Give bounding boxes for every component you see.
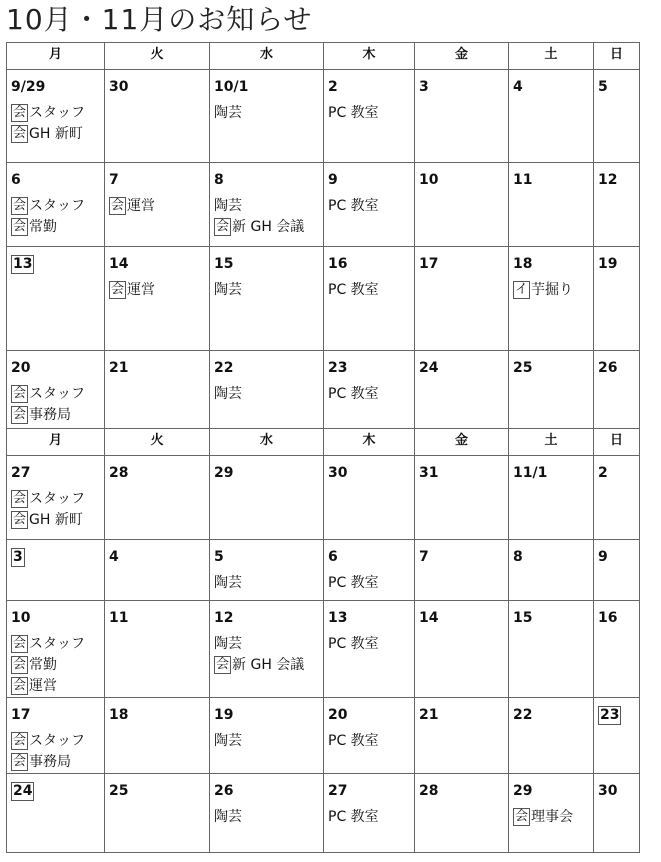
day-cell bbox=[105, 774, 210, 853]
day-date: 21 bbox=[419, 707, 439, 723]
day-cell bbox=[509, 247, 594, 351]
event-list bbox=[11, 103, 104, 145]
event-text: 運営 bbox=[127, 282, 156, 298]
event-list bbox=[214, 103, 323, 124]
day-date: 18 bbox=[109, 707, 129, 723]
day-cell bbox=[415, 601, 509, 698]
event-list bbox=[11, 384, 104, 426]
event-tag: 会 bbox=[13, 198, 27, 213]
day-date: 9 bbox=[328, 172, 338, 188]
event-text: PC 教室 bbox=[328, 282, 379, 298]
event-item bbox=[214, 196, 323, 217]
event-list bbox=[109, 196, 209, 217]
event-tag: 会 bbox=[111, 282, 125, 297]
event-text: スタッフ bbox=[29, 198, 86, 214]
weekday-header-row bbox=[7, 43, 640, 70]
day-date: 17 bbox=[419, 256, 439, 272]
day-date: 2 bbox=[598, 465, 608, 481]
event-tag: 会 bbox=[13, 105, 27, 120]
page-title: 10月・11月のお知らせ bbox=[6, 3, 313, 36]
day-date: 24 bbox=[419, 360, 439, 376]
event-list bbox=[11, 731, 104, 773]
weekday-header-tue: 火 bbox=[105, 429, 210, 456]
event-text: 常勤 bbox=[29, 219, 58, 235]
weekday-header-thu: 木 bbox=[324, 43, 415, 70]
day-cell bbox=[7, 774, 105, 853]
day-date: 29 bbox=[513, 783, 533, 799]
day-date: 16 bbox=[598, 610, 618, 626]
day-date: 9 bbox=[598, 549, 608, 565]
day-cell bbox=[210, 774, 324, 853]
day-date: 22 bbox=[513, 707, 533, 723]
day-date: 23 bbox=[328, 360, 348, 376]
event-item bbox=[214, 807, 323, 828]
event-list bbox=[328, 634, 414, 655]
event-item bbox=[214, 217, 323, 238]
day-cell bbox=[594, 247, 640, 351]
event-list bbox=[328, 731, 414, 752]
day-cell bbox=[415, 774, 509, 853]
event-item bbox=[11, 103, 104, 124]
event-text: 事務局 bbox=[29, 407, 72, 423]
event-item bbox=[328, 196, 414, 217]
day-cell bbox=[105, 601, 210, 698]
event-text: 理事会 bbox=[531, 809, 574, 825]
event-list bbox=[513, 807, 593, 828]
event-item bbox=[328, 731, 414, 752]
event-item bbox=[11, 384, 104, 405]
day-cell bbox=[324, 774, 415, 853]
event-text: PC 教室 bbox=[328, 386, 379, 402]
day-cell bbox=[594, 698, 640, 774]
day-cell bbox=[594, 70, 640, 163]
holiday-date: 3 bbox=[13, 549, 23, 565]
event-tag: 会 bbox=[13, 126, 27, 141]
week-row bbox=[7, 70, 640, 163]
calendar-table bbox=[6, 42, 640, 853]
day-cell bbox=[509, 163, 594, 247]
event-item bbox=[214, 655, 323, 676]
event-list bbox=[214, 731, 323, 752]
week-row bbox=[7, 601, 640, 698]
day-date: 11 bbox=[513, 172, 533, 188]
day-date: 30 bbox=[109, 79, 129, 95]
day-cell bbox=[324, 456, 415, 540]
event-tag: 会 bbox=[13, 386, 27, 401]
day-cell bbox=[105, 456, 210, 540]
weekday-header-sun: 日 bbox=[594, 43, 640, 70]
event-text: GH 新町 bbox=[29, 512, 83, 528]
day-date: 20 bbox=[328, 707, 348, 723]
day-cell bbox=[594, 351, 640, 429]
event-item bbox=[11, 655, 104, 676]
day-date: 10 bbox=[11, 610, 31, 626]
day-date: 6 bbox=[11, 172, 21, 188]
day-date: 15 bbox=[214, 256, 234, 272]
day-date: 31 bbox=[419, 465, 439, 481]
day-cell bbox=[509, 601, 594, 698]
holiday-date: 23 bbox=[600, 707, 620, 723]
event-item bbox=[214, 731, 323, 752]
day-cell bbox=[210, 247, 324, 351]
weekday-header-tue: 火 bbox=[105, 43, 210, 70]
event-item bbox=[328, 103, 414, 124]
event-tag: 会 bbox=[13, 491, 27, 506]
day-cell bbox=[7, 456, 105, 540]
event-tag: 会 bbox=[13, 657, 27, 672]
weekday-header-mon: 月 bbox=[7, 43, 105, 70]
event-text: GH 新町 bbox=[29, 126, 83, 142]
weekday-header-fri: 金 bbox=[415, 43, 509, 70]
event-tag: 会 bbox=[111, 198, 125, 213]
day-cell bbox=[7, 247, 105, 351]
day-cell bbox=[324, 351, 415, 429]
day-cell bbox=[324, 698, 415, 774]
event-tag: イ bbox=[515, 282, 529, 297]
event-list bbox=[11, 634, 104, 697]
day-date: 17 bbox=[11, 707, 31, 723]
week-row bbox=[7, 163, 640, 247]
event-item bbox=[214, 103, 323, 124]
event-text: 陶芸 bbox=[214, 282, 242, 298]
weekday-header-mon: 月 bbox=[7, 429, 105, 456]
event-text: 新 GH 会議 bbox=[232, 657, 305, 673]
day-date: 29 bbox=[214, 465, 234, 481]
day-cell bbox=[415, 247, 509, 351]
day-cell bbox=[415, 540, 509, 601]
day-date: 3 bbox=[419, 79, 429, 95]
day-date: 5 bbox=[214, 549, 224, 565]
event-list bbox=[328, 280, 414, 301]
day-cell bbox=[105, 163, 210, 247]
day-date: 5 bbox=[598, 79, 608, 95]
event-list bbox=[214, 634, 323, 676]
event-list bbox=[11, 196, 104, 238]
event-item bbox=[513, 807, 593, 828]
day-date: 21 bbox=[109, 360, 129, 376]
event-item bbox=[11, 676, 104, 697]
day-cell bbox=[415, 351, 509, 429]
event-list bbox=[11, 489, 104, 531]
day-cell bbox=[7, 351, 105, 429]
event-item bbox=[11, 124, 104, 145]
day-cell bbox=[105, 540, 210, 601]
event-text: 陶芸 bbox=[214, 575, 242, 591]
day-date: 7 bbox=[419, 549, 429, 565]
day-cell bbox=[105, 70, 210, 163]
day-date: 20 bbox=[11, 360, 31, 376]
day-cell bbox=[509, 351, 594, 429]
day-cell bbox=[210, 456, 324, 540]
event-list bbox=[214, 196, 323, 238]
day-date: 4 bbox=[109, 549, 119, 565]
event-item bbox=[11, 510, 104, 531]
day-date: 11/1 bbox=[513, 465, 548, 481]
weekday-header-wed: 水 bbox=[210, 43, 324, 70]
event-item bbox=[109, 280, 209, 301]
day-date: 22 bbox=[214, 360, 234, 376]
event-item bbox=[11, 634, 104, 655]
day-date: 27 bbox=[328, 783, 348, 799]
event-list bbox=[214, 280, 323, 301]
day-cell bbox=[7, 70, 105, 163]
event-tag: 会 bbox=[13, 733, 27, 748]
day-cell bbox=[594, 163, 640, 247]
day-cell bbox=[594, 601, 640, 698]
week-row bbox=[7, 698, 640, 774]
day-date: 14 bbox=[109, 256, 129, 272]
day-date: 26 bbox=[214, 783, 234, 799]
week-row bbox=[7, 456, 640, 540]
event-item bbox=[214, 384, 323, 405]
day-cell bbox=[594, 540, 640, 601]
day-cell bbox=[509, 774, 594, 853]
day-cell bbox=[594, 774, 640, 853]
event-item bbox=[214, 280, 323, 301]
event-tag: 会 bbox=[13, 754, 27, 769]
day-date: 15 bbox=[513, 610, 533, 626]
event-list bbox=[328, 807, 414, 828]
event-item bbox=[11, 405, 104, 426]
week-row bbox=[7, 247, 640, 351]
day-date: 6 bbox=[328, 549, 338, 565]
event-item bbox=[214, 573, 323, 594]
day-cell bbox=[7, 601, 105, 698]
day-date: 28 bbox=[419, 783, 439, 799]
event-text: 芋掘り bbox=[531, 282, 574, 298]
event-text: スタッフ bbox=[29, 105, 86, 121]
weekday-header-sat: 土 bbox=[509, 43, 594, 70]
day-date: 10 bbox=[419, 172, 439, 188]
day-cell bbox=[415, 456, 509, 540]
day-date: 19 bbox=[598, 256, 618, 272]
day-cell bbox=[210, 601, 324, 698]
day-cell bbox=[415, 163, 509, 247]
day-cell bbox=[324, 70, 415, 163]
day-date: 30 bbox=[598, 783, 618, 799]
day-date: 18 bbox=[513, 256, 533, 272]
day-cell bbox=[324, 163, 415, 247]
event-item bbox=[328, 384, 414, 405]
event-tag: 会 bbox=[13, 407, 27, 422]
day-cell bbox=[105, 698, 210, 774]
day-cell bbox=[594, 456, 640, 540]
day-date: 25 bbox=[109, 783, 129, 799]
day-cell bbox=[210, 540, 324, 601]
day-date: 2 bbox=[328, 79, 338, 95]
day-cell bbox=[509, 456, 594, 540]
event-item bbox=[11, 489, 104, 510]
day-date: 12 bbox=[214, 610, 234, 626]
event-item bbox=[109, 196, 209, 217]
weekday-header-row bbox=[7, 429, 640, 456]
day-date: 4 bbox=[513, 79, 523, 95]
day-cell bbox=[105, 247, 210, 351]
weekday-header-thu: 木 bbox=[324, 429, 415, 456]
event-list bbox=[328, 384, 414, 405]
day-date: 19 bbox=[214, 707, 234, 723]
event-item bbox=[11, 196, 104, 217]
day-cell bbox=[7, 698, 105, 774]
day-date: 13 bbox=[328, 610, 348, 626]
day-cell bbox=[210, 351, 324, 429]
event-tag: 会 bbox=[216, 657, 230, 672]
event-item bbox=[11, 731, 104, 752]
event-text: 陶芸 bbox=[214, 198, 242, 214]
event-item bbox=[328, 807, 414, 828]
event-text: 陶芸 bbox=[214, 733, 242, 749]
day-date: 26 bbox=[598, 360, 618, 376]
weekday-header-wed: 水 bbox=[210, 429, 324, 456]
day-cell bbox=[7, 163, 105, 247]
day-cell bbox=[509, 70, 594, 163]
event-tag: 会 bbox=[13, 512, 27, 527]
event-item bbox=[11, 752, 104, 773]
event-text: PC 教室 bbox=[328, 575, 379, 591]
day-date: 8 bbox=[214, 172, 224, 188]
event-text: PC 教室 bbox=[328, 636, 379, 652]
day-cell bbox=[509, 698, 594, 774]
day-cell bbox=[415, 698, 509, 774]
event-item bbox=[11, 217, 104, 238]
day-date: 10/1 bbox=[214, 79, 249, 95]
day-date: 7 bbox=[109, 172, 119, 188]
holiday-date: 24 bbox=[13, 783, 33, 799]
day-date: 25 bbox=[513, 360, 533, 376]
weekday-header-sat: 土 bbox=[509, 429, 594, 456]
event-text: スタッフ bbox=[29, 636, 86, 652]
day-date: 9/29 bbox=[11, 79, 46, 95]
event-item bbox=[328, 573, 414, 594]
event-text: 陶芸 bbox=[214, 105, 242, 121]
event-text: 事務局 bbox=[29, 754, 72, 770]
event-text: スタッフ bbox=[29, 733, 86, 749]
day-cell bbox=[324, 601, 415, 698]
event-list bbox=[214, 807, 323, 828]
event-list bbox=[328, 196, 414, 217]
event-list bbox=[328, 103, 414, 124]
day-cell bbox=[509, 540, 594, 601]
day-cell bbox=[210, 163, 324, 247]
day-date: 28 bbox=[109, 465, 129, 481]
day-cell bbox=[415, 70, 509, 163]
event-item bbox=[328, 280, 414, 301]
day-cell bbox=[105, 351, 210, 429]
event-text: 常勤 bbox=[29, 657, 58, 673]
day-cell bbox=[7, 540, 105, 601]
day-date: 16 bbox=[328, 256, 348, 272]
day-cell bbox=[324, 247, 415, 351]
event-text: PC 教室 bbox=[328, 733, 379, 749]
event-tag: 会 bbox=[216, 219, 230, 234]
event-text: 陶芸 bbox=[214, 386, 242, 402]
event-tag: 会 bbox=[13, 678, 27, 693]
day-date: 8 bbox=[513, 549, 523, 565]
day-cell bbox=[324, 540, 415, 601]
day-date: 12 bbox=[598, 172, 618, 188]
event-list bbox=[513, 280, 593, 301]
event-text: 新 GH 会議 bbox=[232, 219, 305, 235]
event-tag: 会 bbox=[515, 809, 529, 824]
day-date: 30 bbox=[328, 465, 348, 481]
event-tag: 会 bbox=[13, 219, 27, 234]
day-cell bbox=[210, 70, 324, 163]
day-cell bbox=[210, 698, 324, 774]
event-text: スタッフ bbox=[29, 386, 86, 402]
event-text: PC 教室 bbox=[328, 105, 379, 121]
day-date: 27 bbox=[11, 465, 31, 481]
event-list bbox=[214, 573, 323, 594]
event-text: スタッフ bbox=[29, 491, 86, 507]
week-row bbox=[7, 351, 640, 429]
event-item bbox=[328, 634, 414, 655]
event-list bbox=[109, 280, 209, 301]
event-text: PC 教室 bbox=[328, 198, 379, 214]
event-item bbox=[214, 634, 323, 655]
event-item bbox=[513, 280, 593, 301]
day-date: 14 bbox=[419, 610, 439, 626]
event-text: 陶芸 bbox=[214, 809, 242, 825]
weekday-header-fri: 金 bbox=[415, 429, 509, 456]
holiday-date: 13 bbox=[13, 256, 33, 272]
event-list bbox=[214, 384, 323, 405]
event-text: 運営 bbox=[29, 678, 58, 694]
event-text: PC 教室 bbox=[328, 809, 379, 825]
event-list bbox=[328, 573, 414, 594]
week-row bbox=[7, 540, 640, 601]
day-date: 11 bbox=[109, 610, 129, 626]
event-text: 陶芸 bbox=[214, 636, 242, 652]
event-text: 運営 bbox=[127, 198, 156, 214]
event-tag: 会 bbox=[13, 636, 27, 651]
week-row bbox=[7, 774, 640, 853]
weekday-header-sun: 日 bbox=[594, 429, 640, 456]
